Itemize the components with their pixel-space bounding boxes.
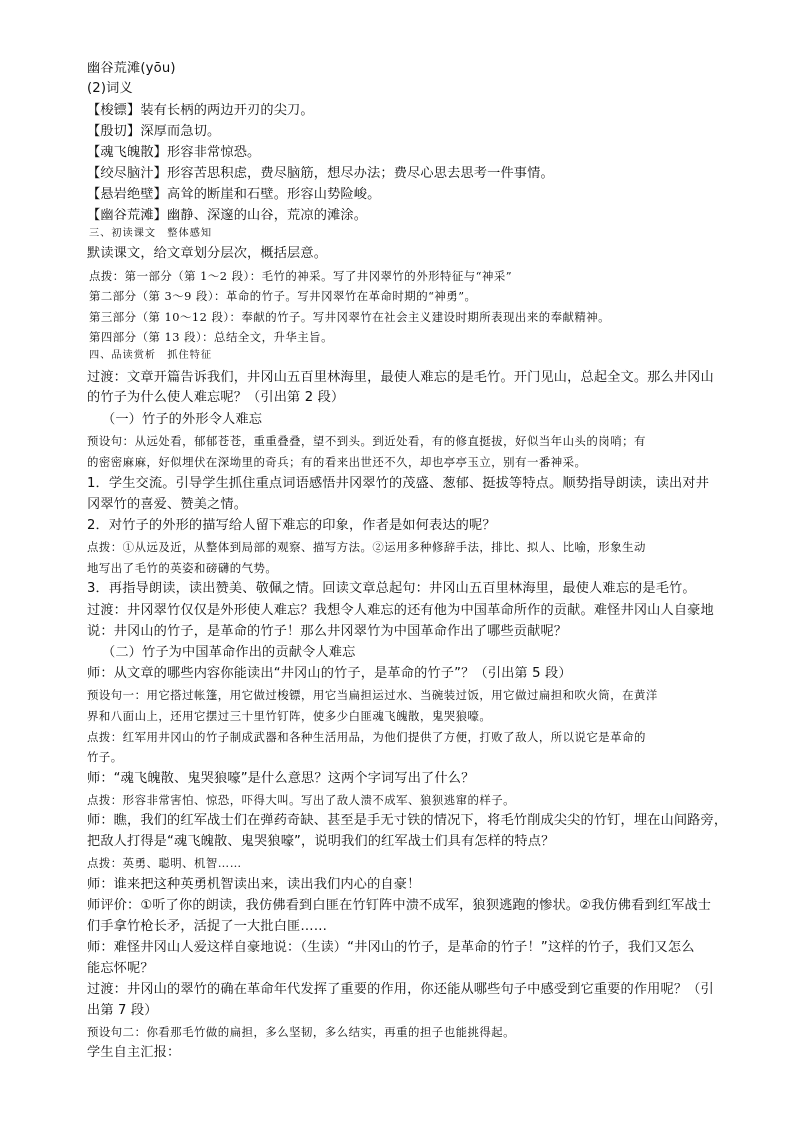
text-line: 点拨：英勇、聪明、机智…… [87,856,242,870]
text-line: 能忘怀呢？ [87,961,154,976]
text-line: 地写出了毛竹的英姿和磅礴的气势。 [87,561,278,575]
text-line: 【梭镖】装有长柄的两边开刃的尖刀。 [87,103,314,118]
text-line: 出第 7 段） [87,1003,158,1018]
text-line: 3．再指导朗读，读出赞美、敬佩之情。回读文章总起句：井冈山五百里林海里，最使人难忘的是毛竹。 [87,581,696,596]
subsection-heading: （二）竹子为中国革命作出的贡献令人难忘 [102,645,356,660]
section-heading: 四、品读赏析 抓住特征 [89,350,213,361]
text-line: 点拨：①从远及近，从整体到局部的观察、描写方法。②运用多种修辞手法，排比、拟人、比喻，形象生动 [87,540,646,554]
text-line: 过渡：井冈翠竹仅仅是外形使人难忘？我想令人难忘的还有他为中国革命所作的贡献。难怪井冈山人自豪地 [87,603,714,618]
text-line: 第二部分（第 3～9 段）：革命的竹子。写井冈翠竹在革命时期的“神勇”。 [89,289,477,303]
text-line: 【绞尽脑汁】形容苦思积虑，费尽脑筋，想尽办法；费尽心思去思考一件事情。 [87,166,554,181]
text-line: 界和八面山上，还用它摆过三十里竹钉阵，使多少白匪魂飞魄散，鬼哭狼嚎。 [87,709,492,723]
text-line: 过渡：文章开篇告诉我们，井冈山五百里林海里，最使人难忘的是毛竹。开门见山，总起全文。那么井冈山 [87,370,714,385]
text-line: 1．学生交流。引导学生抓住重点词语感悟井冈翠竹的茂盛、葱郁、挺拔等特点。顺势指导朗读，读出对井 [87,476,710,491]
text-line: 师：从文章的哪些内容你能读出“井冈山的竹子，是革命的竹子”？（引出第 5 段） [87,666,572,681]
subsection-heading: （一）竹子的外形令人难忘 [102,412,263,427]
text-line: 师评价：①听了你的朗读，我仿佛看到白匪在竹钉阵中溃不成军，狼狈逃跑的惨状。②我仿佛看到红军战士 [87,898,712,913]
text-line: 过渡：井冈山的翠竹的确在革命年代发挥了重要的作用，你还能从哪些句子中感受到它重要的作用呢？（引 [87,982,714,997]
text-line: 的竹子为什么使人难忘呢？（引出第 2 段） [87,390,345,405]
text-line: 学生自主汇报： [87,1045,181,1060]
text-line: 们手拿竹枪长矛，活捉了一大批白匪…… [87,919,328,934]
text-line: 师：瞧，我们的红军战士们在弹药奇缺、甚至是手无寸铁的情况下，将毛竹削成尖尖的竹钉，埋在山间路旁， [87,813,728,828]
text-line: 【殷切】深厚而急切。 [87,124,221,139]
text-line: 预设句一：用它搭过帐篷，用它做过梭镖，用它当扁担运过水、当碗装过饭，用它做过扁担和吹火筒，在黄洋 [87,688,658,702]
text-line: 【幽谷荒滩】幽静、深邃的山谷，荒凉的滩涂。 [87,208,368,223]
text-line: 预设句：从远处看，郁郁苍苍，重重叠叠，望不到头。到近处看，有的修直挺拔，好似当年山头的岗哨；有 [87,434,646,448]
text-line: 师：难怪井冈山人爱这样自豪地说：（生读）“井冈山的竹子，是革命的竹子！”这样的竹子，我们又怎么 [87,940,695,955]
text-line: 师：谁来把这种英勇机智读出来，读出我们内心的自豪！ [87,877,421,892]
text-line: 【悬岩绝壁】高耸的断崖和石壁。形容山势险峻。 [87,187,381,202]
text-line: 第四部分（第 13 段）：总结全文，升华主旨。 [89,330,333,344]
section-heading: 三、初读课文 整体感知 [89,228,213,239]
text-line: 【魂飞魄散】形容非常惊恐。 [87,145,261,160]
text-line: 把敌人打得是“魂飞魄散、鬼哭狼嚎”，说明我们的红军战士们具有怎样的特点？ [87,834,555,849]
text-line: 第三部分（第 10～12 段）：奉献的竹子。写井冈翠竹在社会主义建设时期所表现出来的奉献精神。 [89,310,611,324]
text-line: 竹子。 [87,750,123,764]
text-line: 冈翠竹的喜爱、赞美之情。 [87,497,248,512]
text-line: 2．对竹子的外形的描写给人留下难忘的印象，作者是如何表达的呢？ [87,518,496,533]
text-line: 说：井冈山的竹子，是革命的竹子！那么井冈翠竹为中国革命作出了哪些贡献呢？ [87,624,568,639]
text-line: 默读课文，给文章划分层次，概括层意。 [87,246,328,261]
text-line: 幽谷荒滩(yōu) [87,61,176,76]
text-line: 预设句二：你看那毛竹做的扁担，多么坚韧，多么结实，再重的担子也能挑得起。 [87,1025,516,1039]
text-line: 点拨：形容非常害怕、惊恐，吓得大叫。写出了敌人溃不成军、狼狈逃窜的样子。 [87,793,516,807]
text-line: 点拨：第一部分（第 1～2 段）：毛竹的神采。写了井冈翠竹的外形特征与“神采” [89,269,513,283]
text-line: (2)词义 [87,81,133,96]
text-line: 点拨：红军用井冈山的竹子制成武器和各种生活用品，为他们提供了方便，打败了敌人，所以说它是革命的 [87,730,646,744]
text-line: 的密密麻麻，好似埋伏在深坳里的奇兵；有的看来出世还不久，却也亭亭玉立，别有一番神采。 [87,455,587,469]
text-line: 师：“魂飞魄散、鬼哭狼嚎”是什么意思？这两个字词写出了什么？ [87,771,475,786]
